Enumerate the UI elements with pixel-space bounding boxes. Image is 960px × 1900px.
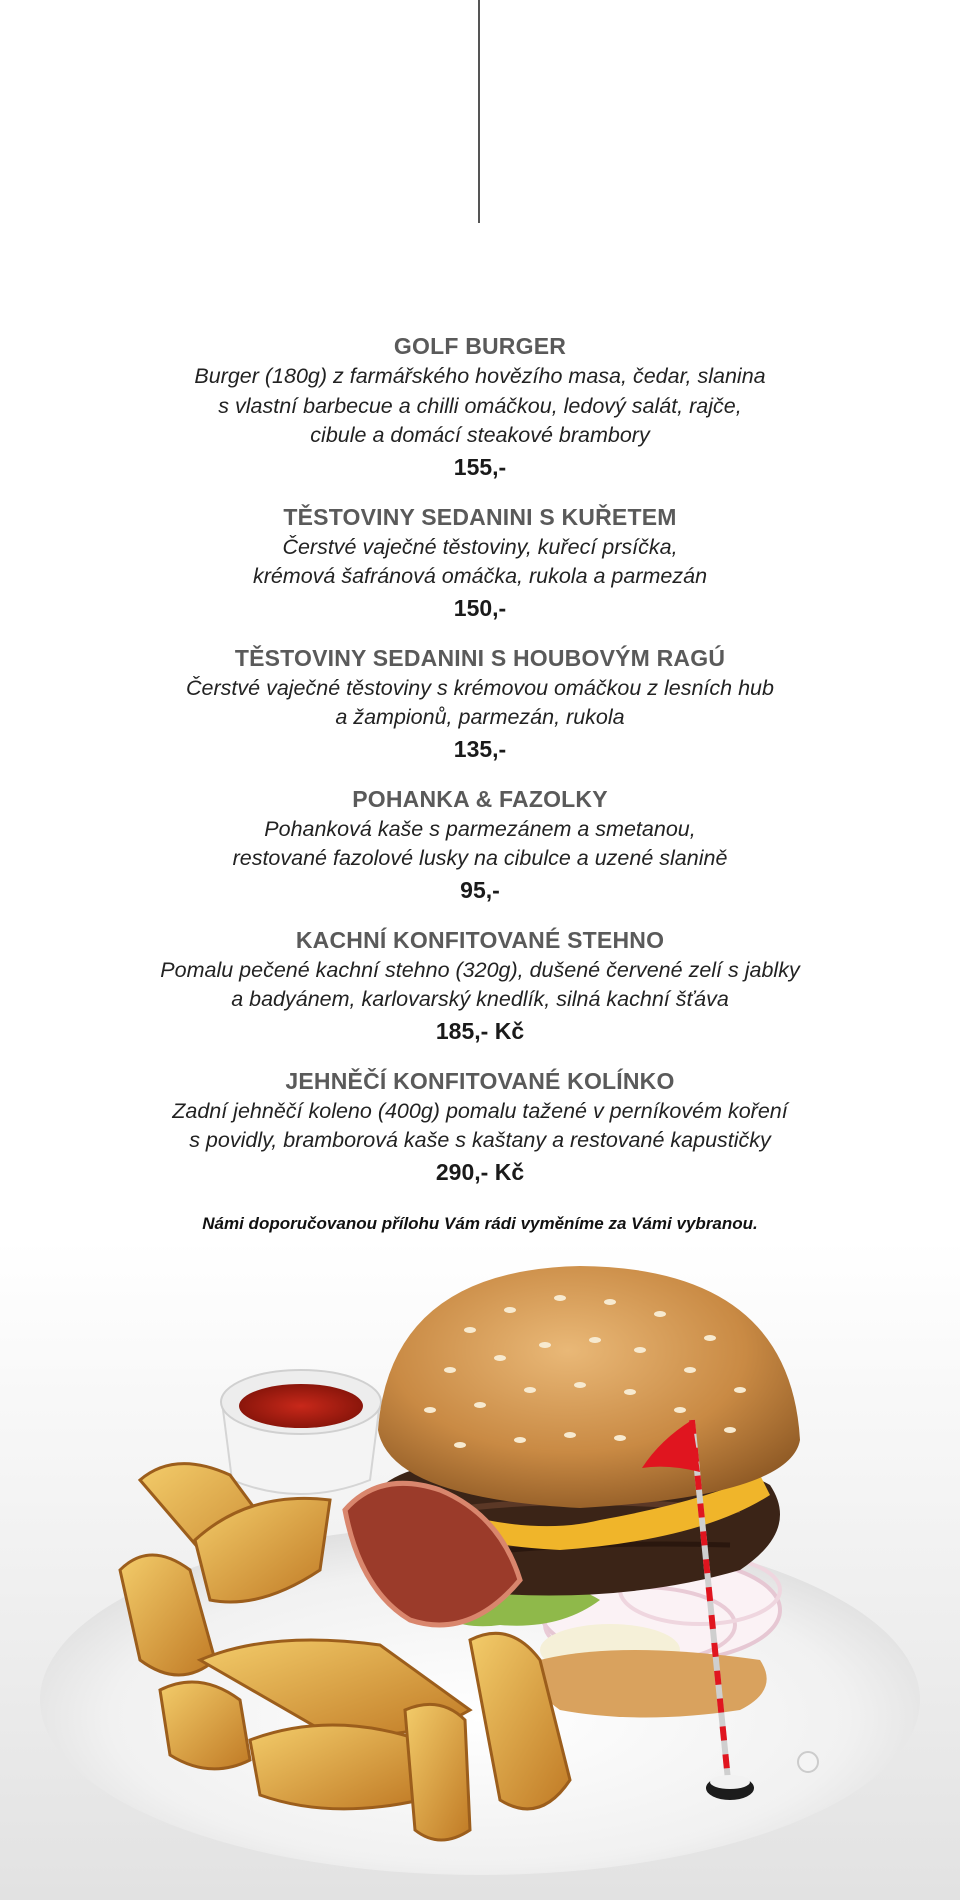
- menu-item-buckwheat-beans: [0, 783, 960, 906]
- item-price: 95,-: [460, 876, 500, 903]
- item-description: Pomalu pečené kachní stehno (320g), dušené červené zelí s jablky a badyánem, karlovarský knedlík, silná kachní šťáva: [160, 957, 800, 1011]
- menu-item-sedanini-chicken: [0, 501, 960, 624]
- burger-photo: [0, 1240, 960, 1900]
- menu-item-sedanini-mushroom: [0, 642, 960, 765]
- item-description: Burger (180g) z farmářského hovězího masa, čedar, slanina s vlastní barbecue a chilli omáčkou, ledový salát, rajče, cibule a domácí steakové brambory: [194, 364, 766, 447]
- top-divider-line: [478, 0, 480, 223]
- golf-ball: [798, 1752, 818, 1772]
- item-price: 185,- Kč: [435, 1017, 525, 1044]
- item-price: 135,-: [453, 735, 507, 762]
- item-description: Čerstvé vaječné těstoviny, kuřecí prsíčka, krémová šafránová omáčka, rukola a parmezán: [252, 534, 708, 588]
- side-dish-note: Námi doporučovanou přílohu Vám rádi vyměníme za Vámi vybranou.: [202, 1214, 758, 1233]
- item-price: 290,- Kč: [435, 1158, 525, 1185]
- item-title: GOLF BURGER: [393, 333, 567, 359]
- item-title: JEHNĚČÍ KONFITOVANÉ KOLÍNKO: [285, 1067, 675, 1094]
- ketchup-ramekin: [221, 1370, 381, 1494]
- item-title: KACHNÍ KONFITOVANÉ STEHNO: [295, 926, 665, 953]
- item-title: POHANKA & FAZOLKY: [352, 785, 608, 812]
- burger-bun-bottom: [538, 1650, 767, 1718]
- item-description: Pohanková kaše s parmezánem a smetanou, restované fazolové lusky na cibulce a uzené slanině: [232, 816, 728, 870]
- item-description: Zadní jehněčí koleno (400g) pomalu tažené v perníkovém koření s povidly, bramborová kaše s kaštany a restované kapustičky: [172, 1098, 788, 1152]
- menu-list: [0, 330, 960, 1206]
- menu-item-golf-burger: [0, 330, 960, 483]
- menu-item-duck-leg: [0, 924, 960, 1047]
- item-title: TĚSTOVINY SEDANINI S KUŘETEM: [283, 503, 677, 530]
- item-price: 155,-: [453, 453, 507, 480]
- menu-item-lamb-shank: [0, 1065, 960, 1188]
- item-description: Čerstvé vaječné těstoviny s krémovou omáčkou z lesních hub a žampionů, parmezán, rukola: [186, 675, 774, 729]
- item-title: TĚSTOVINY SEDANINI S HOUBOVÝM RAGÚ: [234, 644, 726, 671]
- item-price: 150,-: [453, 594, 507, 621]
